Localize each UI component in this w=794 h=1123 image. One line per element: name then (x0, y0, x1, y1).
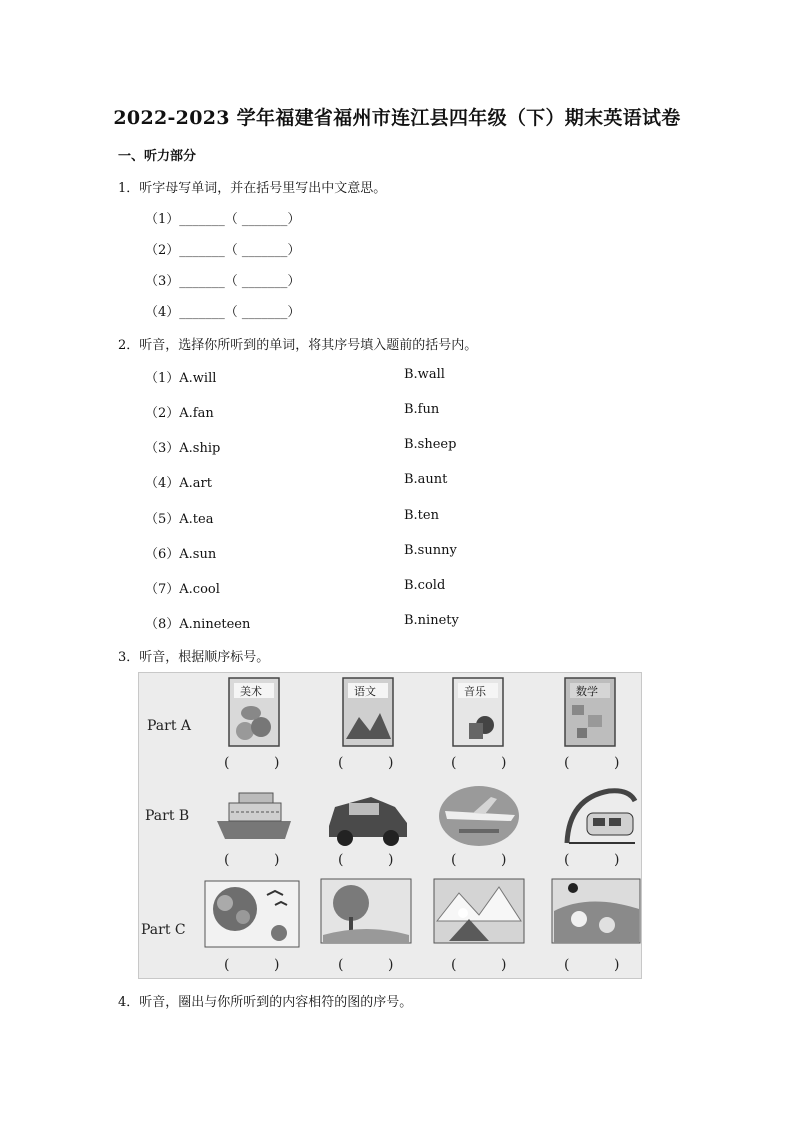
book-title: 音乐 (464, 685, 486, 698)
q1-blank-row[interactable]: （2）_______（ _______） (145, 243, 301, 258)
question-3-picture (138, 672, 642, 979)
q2-option-a: （8）A.nineteen (145, 617, 251, 632)
answer-bracket[interactable]: ( ) (451, 957, 507, 973)
q2-option-b: B.sheep (404, 437, 457, 452)
spring-picture (205, 881, 299, 947)
answer-bracket[interactable]: ( ) (338, 852, 394, 868)
q2-option-b: B.sunny (404, 543, 457, 558)
autumn-picture (321, 879, 411, 943)
answer-bracket[interactable]: ( ) (564, 755, 620, 771)
answer-bracket[interactable]: ( ) (564, 852, 620, 868)
book-title: 数学 (576, 685, 598, 698)
part-a-label: Part A (147, 718, 192, 734)
art-book (229, 678, 279, 746)
book-title: 美术 (240, 685, 262, 698)
q2-option-b: B.ninety (404, 613, 459, 628)
question-3-stem: 3．听音，根据顺序标号。 (118, 650, 270, 665)
q1-blank-row[interactable]: （4）_______（ _______） (145, 305, 301, 320)
book-title: 语文 (354, 685, 376, 698)
winter-picture (434, 879, 524, 943)
train-picture (567, 791, 635, 843)
car-picture (329, 797, 407, 846)
q2-option-b: B.ten (404, 508, 439, 523)
q2-option-b: B.aunt (404, 472, 448, 487)
part-c-label: Part C (141, 922, 186, 938)
q1-blank-row[interactable]: （1）_______（ _______） (145, 212, 301, 227)
answer-bracket[interactable]: ( ) (451, 852, 507, 868)
answer-bracket[interactable]: ( ) (224, 957, 280, 973)
answer-bracket[interactable]: ( ) (451, 755, 507, 771)
answer-bracket[interactable]: ( ) (224, 755, 280, 771)
answer-bracket[interactable]: ( ) (338, 957, 394, 973)
question-2-stem: 2．听音，选择你所听到的单词，将其序号填入题前的括号内。 (118, 338, 478, 353)
q2-option-a: （4）A.art (145, 476, 212, 491)
chinese-book (343, 678, 393, 746)
q2-option-b: B.cold (404, 578, 446, 593)
q2-option-a: （6）A.sun (145, 547, 217, 562)
q2-option-a: （7）A.cool (145, 582, 220, 597)
question-4-stem: 4．听音，圈出与你所听到的内容相符的图的序号。 (118, 995, 413, 1010)
q2-option-a: （5）A.tea (145, 512, 214, 527)
q2-option-a: （3）A.ship (145, 441, 221, 456)
question-1-stem: 1．听字母写单词，并在括号里写出中文意思。 (118, 181, 387, 196)
summer-picture (552, 879, 640, 943)
q2-option-a: （2）A.fan (145, 406, 214, 421)
answer-bracket[interactable]: ( ) (224, 852, 280, 868)
answer-bracket[interactable]: ( ) (338, 755, 394, 771)
part-b-label: Part B (145, 808, 190, 824)
page-title: 2022-2023 学年福建省福州市连江县四年级（下）期末英语试卷 (113, 107, 681, 129)
math-book (565, 678, 615, 746)
q2-option-a: （1）A.will (145, 371, 217, 386)
airplane-picture (439, 786, 519, 846)
q1-blank-row[interactable]: （3）_______（ _______） (145, 274, 301, 289)
ship-picture (217, 793, 291, 839)
q2-option-b: B.fun (404, 402, 440, 417)
answer-bracket[interactable]: ( ) (564, 957, 620, 973)
section-listening: 一、听力部分 (118, 149, 197, 164)
q2-option-b: B.wall (404, 367, 445, 382)
music-book (453, 678, 503, 746)
